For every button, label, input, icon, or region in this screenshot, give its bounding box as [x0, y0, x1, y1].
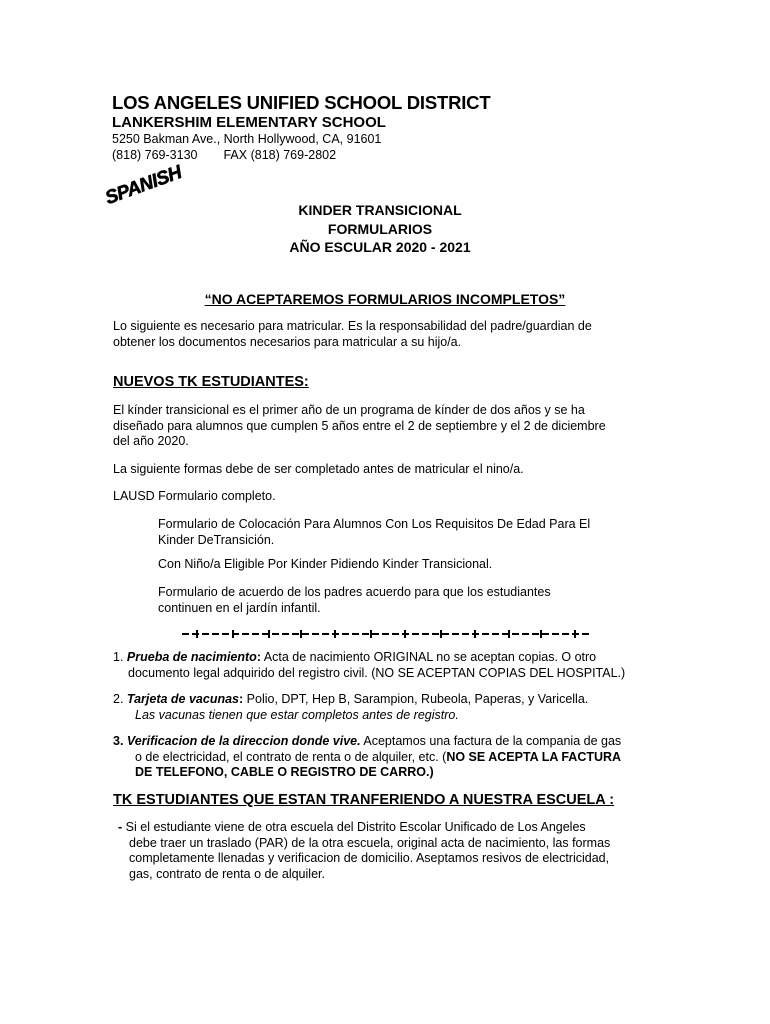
tk-description-line-2: diseñado para alumnos que cumplen 5 años entre el 2 de septiembre y el 2 de diciembre: [113, 418, 606, 433]
divider-tick: [370, 630, 372, 638]
item-continuation: [113, 750, 643, 766]
divider-tick: [540, 630, 542, 638]
school-address: 5250 Bakman Ave., North Hollywood, CA, 91601: [112, 132, 382, 146]
item-number: 3.: [113, 734, 124, 748]
title-line-2: FORMULARIOS: [327, 220, 433, 237]
item-continuation: Las vacunas tienen que estar completos antes de registro.: [135, 707, 459, 722]
form-item-line-1: Formulario de Colocación Para Alumnos Con Los Requisitos De Edad Para El: [158, 517, 591, 531]
tk-description: [113, 403, 643, 450]
transfer-line-1: Si el estudiante viene de otra escuela del Distrito Escolar Unificado de Los Angeles: [125, 820, 586, 834]
bullet-dash: -: [118, 820, 123, 834]
form-item-line-2: Kinder DeTransición.: [158, 532, 275, 547]
requirement-item-3: [113, 734, 643, 781]
item-number: 1.: [113, 650, 124, 664]
intro-line-1: Lo siguiente es necesario para matricular. Es la responsabilidad del padre/guardian de: [113, 319, 592, 333]
transfer-line-4: gas, contrato de renta o de alquiler.: [129, 866, 325, 881]
divider-tick: [404, 630, 406, 638]
form-item: [158, 585, 638, 616]
transfer-line-3: completamente llenadas y verificacion de domicilio. Aseptamos resivos de electricidad,: [129, 851, 610, 865]
item-text: Polio, DPT, Hep B, Sarampion, Rubeola, Paperas, y Varicella.: [243, 692, 589, 706]
intro-line-2: obtener los documentos necesarios para matricular a su hijo/a.: [113, 334, 462, 349]
form-item-line-1: Formulario de acuerdo de los padres acuerdo para que los estudiantes: [158, 585, 551, 599]
requirement-item-1: [113, 650, 643, 681]
section-heading-transfer: TK ESTUDIANTES QUE ESTAN TRANFERIENDO A NUESTRA ESCUELA :: [113, 792, 615, 808]
section-heading-new: NUEVOS TK ESTUDIANTES:: [113, 374, 309, 390]
forms-required-text: La siguiente formas debe de ser completado antes de matricular el nino/a.: [113, 462, 524, 476]
requirement-item-2: [113, 692, 643, 723]
divider-tick: [334, 630, 336, 638]
item-separator: :: [239, 692, 244, 706]
transfer-line-2: debe traer un traslado (PAR) de la otra escuela, original acta de nacimiento, las formas: [129, 835, 611, 850]
contact-line: [112, 148, 336, 162]
phone-number: (818) 769-3130: [112, 148, 198, 162]
title-line-3: AÑO ESCULAR 2020 - 2021: [289, 239, 471, 255]
divider-tick: [474, 630, 476, 638]
divider-tick: [440, 630, 442, 638]
divider-tick: [508, 630, 510, 638]
item-number: 2.: [113, 692, 124, 706]
item-title: Prueba de nacimiento: [126, 650, 257, 664]
divider-tick: [300, 630, 302, 638]
language-stamp: SPANISH: [102, 162, 185, 210]
form-item-line-2: continuen en el jardín infantil.: [158, 600, 321, 615]
item-continuation-bold-line: DE TELEFONO, CABLE O REGISTRO DE CARRO.): [135, 765, 434, 779]
item-continuation-text: o de electricidad, el contrato de renta o de alquiler, etc. (: [135, 749, 447, 764]
item-text: Aceptamos una factura de la compania de gas: [360, 734, 622, 748]
dashed-divider: [182, 633, 590, 635]
divider-tick: [232, 630, 234, 638]
fax-number: FAX (818) 769-2802: [223, 148, 337, 162]
item-continuation-bold: NO SE ACEPTA LA FACTURA: [446, 749, 622, 764]
divider-tick: [574, 630, 576, 638]
divider-tick: [196, 630, 198, 638]
district-name: LOS ANGELES UNIFIED SCHOOL DISTRICT: [112, 92, 491, 113]
school-name: LANKERSHIM ELEMENTARY SCHOOL: [112, 114, 386, 131]
document-title: [230, 201, 530, 257]
incomplete-forms-notice: “NO ACEPTAREMOS FORMULARIOS INCOMPLETOS”: [204, 291, 566, 307]
intro-paragraph: [113, 319, 643, 350]
lausd-form-label: LAUSD Formulario completo.: [113, 489, 276, 503]
divider-tick: [268, 630, 270, 638]
item-title: Verificacion de la direccion donde vive.: [126, 734, 361, 748]
form-item: [158, 557, 638, 573]
transfer-paragraph: [118, 820, 648, 882]
item-separator: :: [256, 650, 261, 664]
form-item-line-1: Con Niño/a Eligible Por Kinder Pidiendo Kinder Transicional.: [158, 557, 493, 571]
form-item: [158, 517, 638, 548]
item-continuation: documento legal adquirido del registro civil. (NO SE ACEPTAN COPIAS DEL HOSPITAL.): [128, 665, 626, 680]
title-line-1: KINDER TRANSICIONAL: [298, 202, 462, 218]
item-title: Tarjeta de vacunas: [126, 692, 240, 706]
tk-description-line-3: del año 2020.: [113, 434, 189, 448]
item-text: Acta de nacimiento ORIGINAL no se aceptan copias. O otro: [261, 650, 597, 664]
tk-description-line-1: El kínder transicional es el primer año de un programa de kínder de dos años y se ha: [113, 403, 585, 417]
